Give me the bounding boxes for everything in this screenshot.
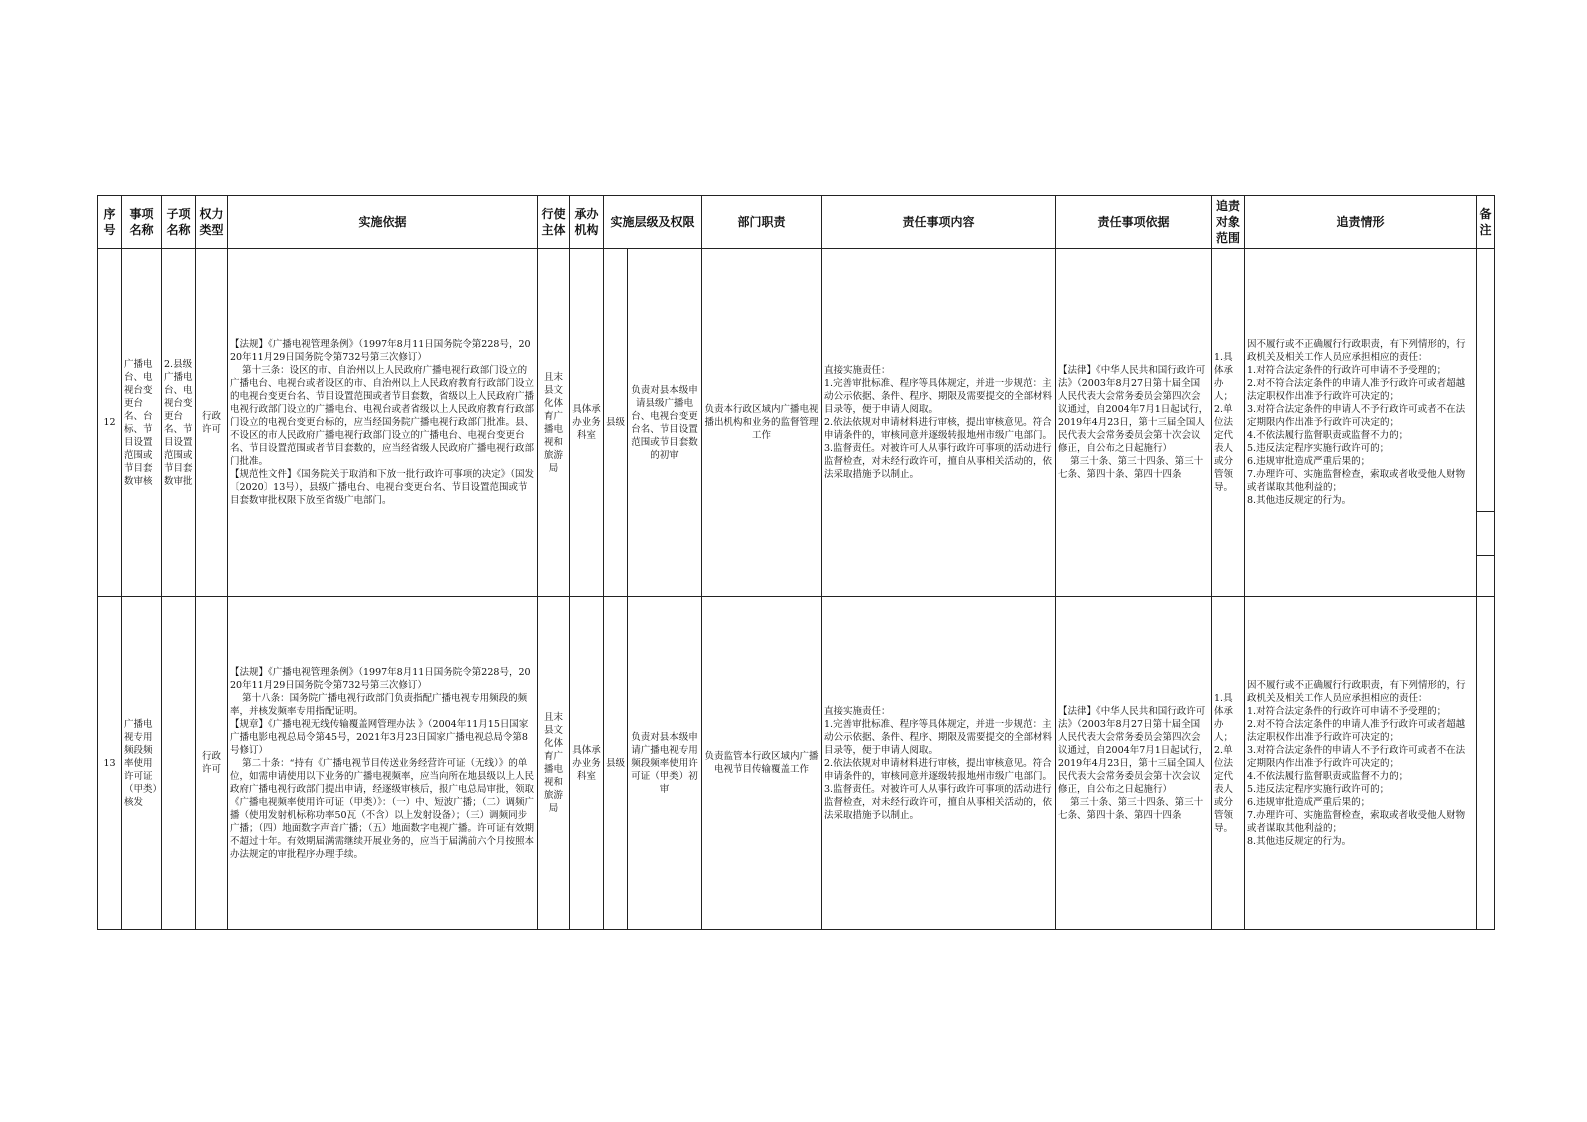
- header-level: 实施层级及权限: [604, 196, 702, 249]
- cell-remark: [1477, 249, 1495, 597]
- cell-situation: 因不履行或不正确履行行政职责，有下列情形的，行政机关及相关工作人员应承担相应的责任： 1.对符合法定条件的行政许可申请不予受理的； 2.对不符合法定条件的申请人准予行政许可或者超越法定职权作出准予行政许可决定的； 3.对符合法定条件的申请人不予行政许可或者不在法定期限内作出准予行政许可决定的； 4.不依法履行监督职责或监督不力的； 5.违反法定程序实施行政许可的； 6.违规审批造成严重后果的； 7.办理许可、实施监督检查，索取或者收受他人财物或者谋取其他利益的； 8.其他违反规定的行为。: [1245, 597, 1477, 930]
- header-resp-basis: 责任事项依据: [1056, 196, 1212, 249]
- header-subject: 行使主体: [538, 196, 570, 249]
- cell-level: 县级: [604, 249, 628, 597]
- cell-sub-item: [162, 597, 196, 930]
- cell-duty: 负责监管本行政区域内广播电视节目传输覆盖工作: [702, 597, 822, 930]
- cell-scope: 1.具体承办人；2.单位法定代表人或分管领导。: [1212, 249, 1245, 597]
- cell-basis: 【法规】《广播电视管理条例》（1997年8月11日国务院令第228号，2020年11月29日国务院令第732号第三次修订） 第十三条：设区的市、自治州以上人民政府广播电视行政部门设立的广播电台、电视台或者设区的市、自治州以上人民政府教育行政部门设立的电视台变更台名、节目设置范围或者节目套数，省级以上人民政府广播电视行政部门设立的广播电台、电视台或者省级以上人民政府教育行政部门设立的电视台变更台标的，应当经国务院广播电视行政部门批准。县、不设区的市人民政府广播电视行政部门设立的广播电台、电视台变更台名、节目设置范围或者节目套数的，应当经省级人民政府广播电视行政部门批准。 【规范性文件】《国务院关于取消和下放一批行政许可事项的决定》（国发〔2020〕13号），县级广播电台、电视台变更台名、节目设置范围或节目套数审批权限下放至省级广电部门。: [228, 249, 538, 597]
- header-seq: 序号: [98, 196, 122, 249]
- cell-authority: 负责对县本级申请县级广播电台、电视台变更台名、节目设置范围或节目套数的初审: [628, 249, 702, 597]
- cell-seq: 12: [98, 249, 122, 597]
- cell-remark: [1477, 597, 1495, 930]
- header-basis: 实施依据: [228, 196, 538, 249]
- cell-scope: 1.具体承办人；2.单位法定代表人或分管领导。: [1212, 597, 1245, 930]
- header-sub-item: 子项名称: [162, 196, 196, 249]
- cell-level: 县级: [604, 597, 628, 930]
- cell-situation: 因不履行或不正确履行行政职责，有下列情形的，行政机关及相关工作人员应承担相应的责任： 1.对符合法定条件的行政许可申请不予受理的； 2.对不符合法定条件的申请人准予行政许可或者超越法定职权作出准予行政许可决定的； 3.对符合法定条件的申请人不予行政许可或者不在法定期限内作出准予行政许可决定的； 4.不依法履行监督职责或监督不力的； 5.违反法定程序实施行政许可的； 6.违规审批造成严重后果的； 7.办理许可、实施监督检查，索取或者收受他人财物或者谋取其他利益的； 8.其他违反规定的行为。: [1245, 249, 1477, 597]
- cell-sub-item: 2.县级广播电台、电视台变更台名、节目设置范围或节目套数审批: [162, 249, 196, 597]
- header-item-name: 事项名称: [122, 196, 162, 249]
- power-list-table: [97, 195, 1495, 930]
- header-row: [98, 196, 1495, 249]
- table-row: [98, 597, 1495, 930]
- cell-resp-content: 直接实施责任： 1.完善审批标准、程序等具体规定，并进一步规范：主动公示依据、条件、程序、期限及需要提交的全部材料目录等，便于申请人阅取。 2.依法依规对申请材料进行审核，提出审核意见。符合申请条件的，审核同意并逐级转报地州市级广电部门。 3.监督责任。对被许可人从事行政许可事项的活动进行监督检查，对未经行政许可，擅自从事相关活动的，依法采取措施予以制止。: [822, 597, 1056, 930]
- cell-agency: 具体承办业务科室: [570, 597, 604, 930]
- remark-divider: [1477, 511, 1494, 512]
- cell-power-type: 行政许可: [196, 249, 228, 597]
- cell-resp-basis: 【法律】《中华人民共和国行政许可法》（2003年8月27日第十届全国人民代表大会常务委员会第四次会议通过，自2004年7月1日起试行，2019年4月23日，第十三届全国人民代表大会常务委员会第十次会议修正，自公布之日起施行） 第三十条、第三十四条、第三十七条、第四十条、第四十四条: [1056, 249, 1212, 597]
- header-remark: 备注: [1477, 196, 1495, 249]
- cell-item-name: 广播电台、电视台变更台名、台标、节目设置范围或节目套数审核: [122, 249, 162, 597]
- cell-resp-basis: 【法律】《中华人民共和国行政许可法》（2003年8月27日第十届全国人民代表大会常务委员会第四次会议通过，自2004年7月1日起试行，2019年4月23日，第十三届全国人民代表大会常务委员会第十次会议修正，自公布之日起施行） 第三十条、第三十四条、第三十七条、第四十条、第四十四条: [1056, 597, 1212, 930]
- cell-subject: 且末县文化体育广播电视和旅游局: [538, 597, 570, 930]
- remark-divider: [1477, 555, 1494, 556]
- cell-seq: 13: [98, 597, 122, 930]
- cell-authority: 负责对县本级申请广播电视专用频段频率使用许可证（甲类）初审: [628, 597, 702, 930]
- header-scope: 追责对象范围: [1212, 196, 1245, 249]
- cell-resp-content: 直接实施责任： 1.完善审批标准、程序等具体规定，并进一步规范：主动公示依据、条件、程序、期限及需要提交的全部材料目录等，便于申请人阅取。 2.依法依规对申请材料进行审核，提出审核意见。符合申请条件的，审核同意并逐级转报地州市级广电部门。 3.监督责任。对被许可人从事行政许可事项的活动进行监督检查，对未经行政许可，擅自从事相关活动的，依法采取措施予以制止。: [822, 249, 1056, 597]
- cell-item-name: 广播电视专用频段频率使用许可证（甲类）核发: [122, 597, 162, 930]
- cell-basis: 【法规】《广播电视管理条例》（1997年8月11日国务院令第228号，2020年11月29日国务院令第732号第三次修订） 第十八条：国务院广播电视行政部门负责指配广播电视专用频段的频率，并核发频率专用指配证明。 【规章】《广播电视无线传输覆盖网管理办法 》（2004年11月15日国家广播电影电视总局令第45号，2021年3月23日国家广播电视总局令第8号修订） 第二十条：“持有《广播电视节目传送业务经营许可证（无线）》的单位，如需申请使用以下业务的广播电视频率，应当向所在地县级以上人民政府广播电视行政部门提出申请，经逐级审核后，报广电总局审批，领取《广播电视频率使用许可证（甲类）》：（一）中、短波广播；（二）调频广播（使用发射机标称功率50瓦（不含）以上发射设备）；（三）调频同步广播；（四）地面数字声音广播；（五）地面数字电视广播。许可证有效期不超过十年。有效期届满需继续开展业务的，应当于届满前六个月按照本办法规定的审批程序办理手续。: [228, 597, 538, 930]
- header-power-type: 权力类型: [196, 196, 228, 249]
- header-duty: 部门职责: [702, 196, 822, 249]
- table-row: [98, 249, 1495, 597]
- cell-duty: 负责本行政区域内广播电视播出机构和业务的监督管理工作: [702, 249, 822, 597]
- cell-subject: 且末县文化体育广播电视和旅游局: [538, 249, 570, 597]
- cell-power-type: 行政许可: [196, 597, 228, 930]
- header-situation: 追责情形: [1245, 196, 1477, 249]
- header-resp-content: 责任事项内容: [822, 196, 1056, 249]
- cell-agency: 具体承办业务科室: [570, 249, 604, 597]
- header-agency: 承办机构: [570, 196, 604, 249]
